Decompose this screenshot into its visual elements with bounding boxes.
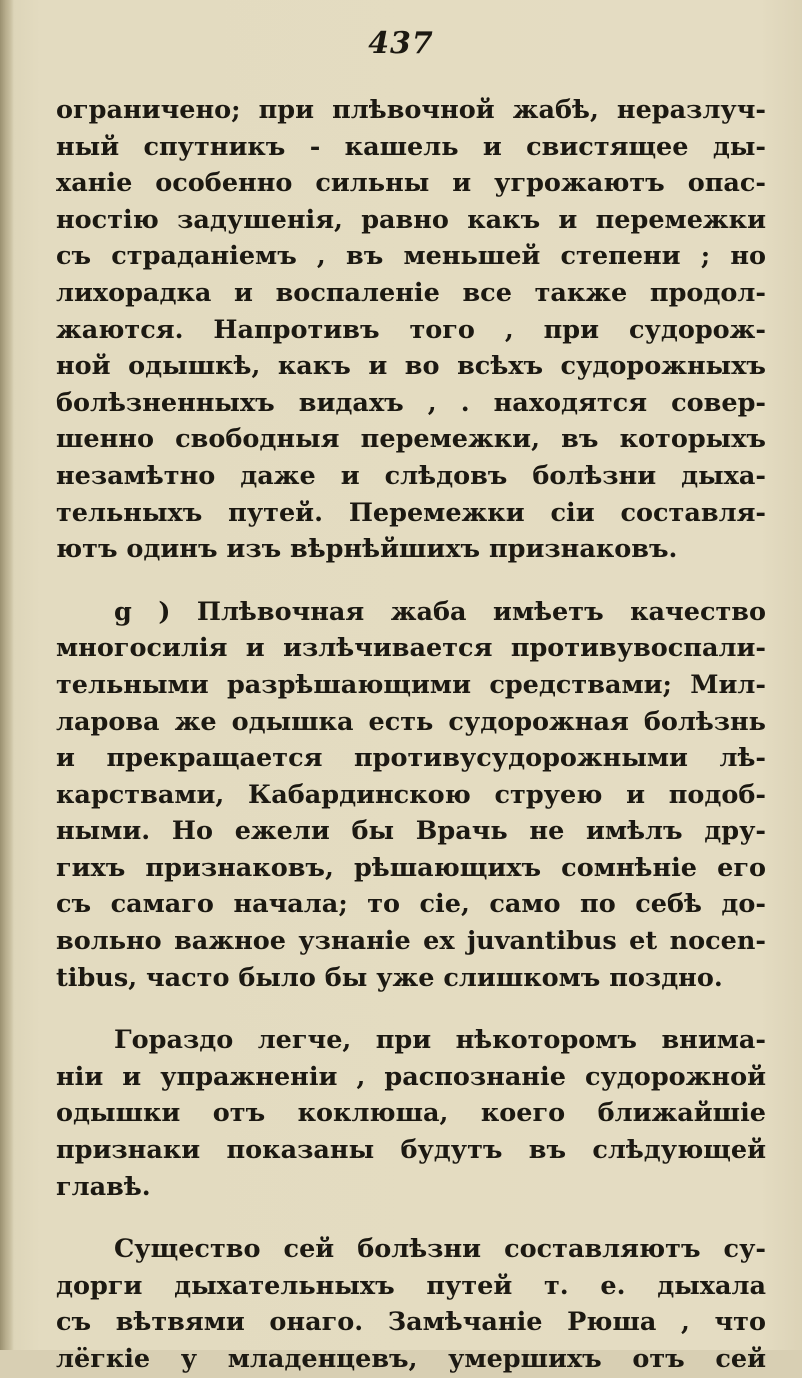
paragraph-spacer [56, 996, 766, 1022]
text-line: ными. Но ежели бы Врачь не имѣлъ дру- [56, 816, 766, 847]
page-binding-edge [0, 0, 14, 1350]
text-line: ной одышкѣ, какъ и во всѣхъ судорожныхъ [56, 351, 766, 382]
text-line: g ) Плѣвочная жаба имѣетъ качество [114, 596, 766, 627]
text-line: съ страданіемъ , въ меньшей степени ; но [56, 241, 766, 272]
text-line: tibus, часто было бы уже слишкомъ поздно. [56, 962, 723, 993]
text-line: и прекращается противусудорожными лѣ- [56, 743, 766, 774]
text-line: ностію задушенія, равно какъ и перемежки [56, 204, 766, 235]
text-line: ханіе особенно сильны и угрожаютъ опас- [56, 168, 766, 199]
text-line: одышки отъ коклюша, коего ближайшіе [56, 1098, 766, 1129]
text-line: лёгкіе у младенцевъ, умершихъ отъ сей [56, 1344, 766, 1374]
text-line: ограничено; при плѣвочной жабѣ, неразлуч- [56, 95, 766, 125]
page-number: 437 [368, 26, 434, 61]
page-text [56, 92, 766, 1378]
text-line: ларова же одышка есть судорожная болѣзнь [56, 706, 766, 737]
paragraph-spacer [56, 1205, 766, 1231]
text-line: жаются. Напротивъ того , при судорож- [56, 314, 766, 345]
text-line: тельными разрѣшающими средствами; Мил- [56, 669, 766, 700]
text-line: ніи и упражненіи , распознаніе судорожной [56, 1061, 766, 1092]
paragraph-3 [56, 1022, 766, 1205]
text-line: лихорадка и воспаленіе все также продол- [56, 277, 766, 308]
text-line: Существо сей болѣзни составляютъ су- [114, 1234, 766, 1265]
text-line: тельныхъ путей. Перемежки сіи составля- [56, 497, 766, 528]
text-line: дорги дыхательныхъ путей т. е. дыхала [56, 1270, 766, 1301]
text-line: гихъ признаковъ, рѣшающихъ сомнѣніе его [56, 852, 766, 883]
paragraph-spacer [56, 568, 766, 594]
text-line: съ вѣтвями онаго. Замѣчаніе Рюша , что [56, 1307, 766, 1338]
text-line: карствами, Кабардинскою струею и подоб- [56, 779, 766, 810]
text-line: признаки показаны будутъ въ слѣдующей [56, 1135, 766, 1166]
text-line: вольно важное узнаніе ex juvantibus et nocen- [56, 926, 766, 957]
text-line: ютъ одинъ изъ вѣрнѣйшихъ признаковъ. [56, 534, 678, 565]
text-line: болѣзненныхъ видахъ , . находятся совер- [56, 387, 766, 418]
text-line: съ самаго начала; то сіе, само по себѣ до- [56, 889, 766, 920]
text-line: Гораздо легче, при нѣкоторомъ внима- [114, 1025, 766, 1056]
text-line: ный спутникъ - кашель и свистящее ды- [56, 131, 766, 162]
paragraph-4 [56, 1231, 766, 1377]
text-line: незамѣтно даже и слѣдовъ болѣзни дыха- [56, 460, 766, 491]
text-line: главѣ. [56, 1171, 151, 1202]
paragraph-2 [56, 594, 766, 997]
text-line: шенно свободныя перемежки, въ которыхъ [56, 424, 766, 455]
text-line: многосилія и излѣчивается противувоспали- [56, 633, 766, 664]
paragraph-1 [56, 92, 766, 568]
